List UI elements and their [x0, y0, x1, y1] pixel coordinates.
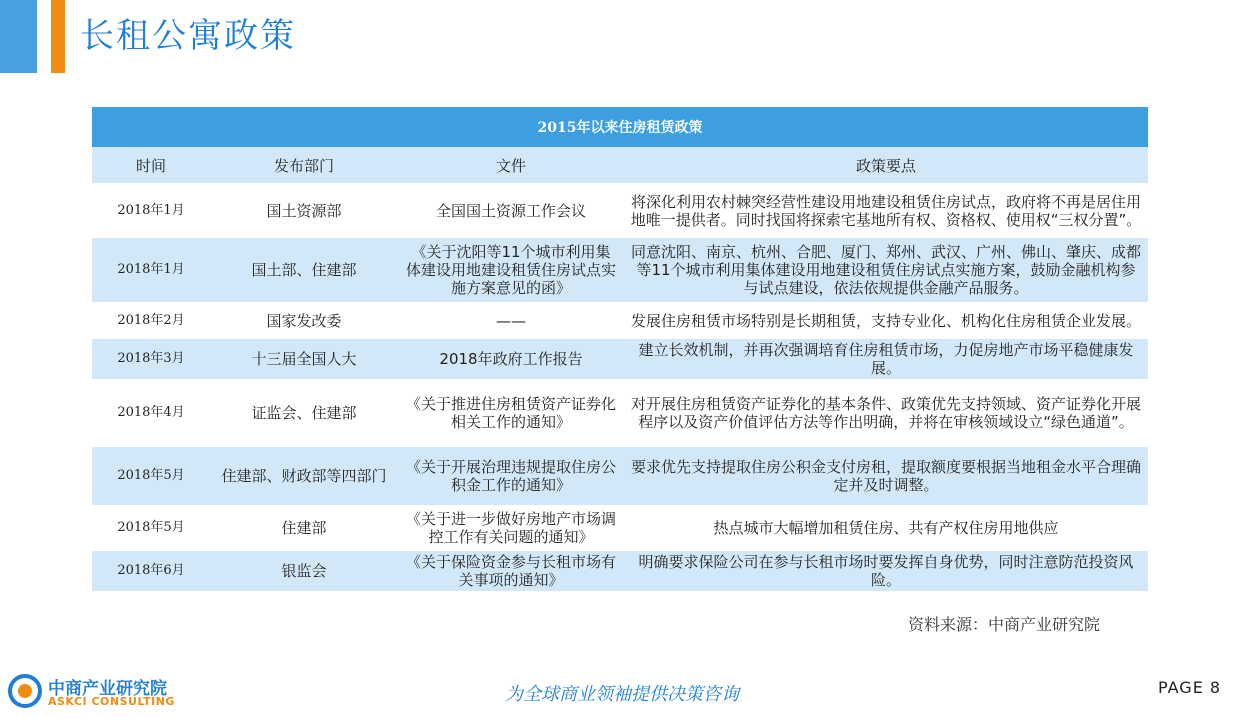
cell-time: 2018年3月: [92, 339, 210, 379]
title-accent-blue-bar: [0, 0, 37, 73]
cell-key: 要求优先支持提取住房公积金支付房租，提取额度要根据当地租金水平合理确定并及时调整。: [624, 447, 1148, 505]
cell-dept: 住建部、财政部等四部门: [210, 447, 398, 505]
table-row: [92, 339, 1148, 379]
page-number: PAGE 8: [1158, 678, 1222, 697]
cell-dept: 银监会: [210, 551, 398, 591]
cell-dept: 证监会、住建部: [210, 379, 398, 447]
cell-key: 同意沈阳、南京、杭州、合肥、厦门、郑州、武汉、广州、佛山、肇庆、成都等11个城市利用集体建设用地建设租赁住房试点实施方案，鼓励金融机构参与试点建设，依法依规提供金融产品服务。: [624, 238, 1148, 302]
cell-doc: 《关于沈阳等11个城市利用集体建设用地建设租赁住房试点实施方案意见的函》: [398, 238, 624, 302]
company-logo: [6, 672, 176, 712]
table-caption-row: [92, 107, 1148, 147]
cell-time: 2018年2月: [92, 302, 210, 339]
cell-dept: 国家发改委: [210, 302, 398, 339]
column-header-time: 时间: [92, 147, 210, 183]
cell-time: 2018年6月: [92, 551, 210, 591]
title-accent-orange-bar: [51, 0, 65, 73]
policy-table-container: [92, 107, 1148, 591]
source-note: 资料来源：中商产业研究院: [908, 615, 1101, 634]
logo-text-en: ASKCI CONSULTING: [48, 695, 175, 708]
cell-key: 发展住房租赁市场特别是长期租赁，支持专业化、机构化住房租赁企业发展。: [624, 302, 1148, 339]
table-row: [92, 379, 1148, 447]
column-header-key: 政策要点: [624, 147, 1148, 183]
table-row: [92, 183, 1148, 238]
table-row: [92, 551, 1148, 591]
cell-doc: ——: [398, 302, 624, 339]
table-caption: 2015年以来住房租赁政策: [92, 107, 1148, 147]
cell-doc: 《关于推进住房租赁资产证券化相关工作的通知》: [398, 379, 624, 447]
policy-table: [92, 107, 1148, 591]
cell-time: 2018年5月: [92, 505, 210, 551]
cell-key: 热点城市大幅增加租赁住房、共有产权住房用地供应: [624, 505, 1148, 551]
cell-time: 2018年1月: [92, 183, 210, 238]
cell-key: 对开展住房租赁资产证券化的基本条件、政策优先支持领域、资产证券化开展程序以及资产价值评估方法等作出明确，并将在审核领域设立“绿色通道”。: [624, 379, 1148, 447]
table-row: [92, 238, 1148, 302]
cell-doc: 《关于开展治理违规提取住房公积金工作的通知》: [398, 447, 624, 505]
cell-time: 2018年5月: [92, 447, 210, 505]
logo-mark-icon: [6, 672, 44, 710]
cell-dept: 国土部、住建部: [210, 238, 398, 302]
cell-dept: 国土资源部: [210, 183, 398, 238]
page-title: 长租公寓政策: [80, 16, 296, 56]
column-header-doc: 文件: [398, 147, 624, 183]
cell-dept: 十三届全国人大: [210, 339, 398, 379]
cell-key: 建立长效机制，并再次强调培育住房租赁市场，力促房地产市场平稳健康发展。: [624, 339, 1148, 379]
table-row: [92, 447, 1148, 505]
table-row: [92, 505, 1148, 551]
table-header-row: [92, 147, 1148, 183]
column-header-dept: 发布部门: [210, 147, 398, 183]
cell-dept: 住建部: [210, 505, 398, 551]
cell-time: 2018年1月: [92, 238, 210, 302]
table-row: [92, 302, 1148, 339]
cell-time: 2018年4月: [92, 379, 210, 447]
cell-doc: 2018年政府工作报告: [398, 339, 624, 379]
footer-slogan: 为全球商业领袖提供决策咨询: [505, 684, 739, 705]
cell-key: 明确要求保险公司在参与长租市场时要发挥自身优势，同时注意防范投资风险。: [624, 551, 1148, 591]
logo-text-cn: 中商产业研究院: [48, 679, 167, 699]
cell-doc: 全国国土资源工作会议: [398, 183, 624, 238]
cell-doc: 《关于保险资金参与长租市场有关事项的通知》: [398, 551, 624, 591]
cell-key: 将深化利用农村棘突经营性建设用地建设租赁住房试点，政府将不再是居住用地唯一提供者。同时找国将探索宅基地所有权、资格权、使用权“三权分置”。: [624, 183, 1148, 238]
cell-doc: 《关于进一步做好房地产市场调控工作有关问题的通知》: [398, 505, 624, 551]
